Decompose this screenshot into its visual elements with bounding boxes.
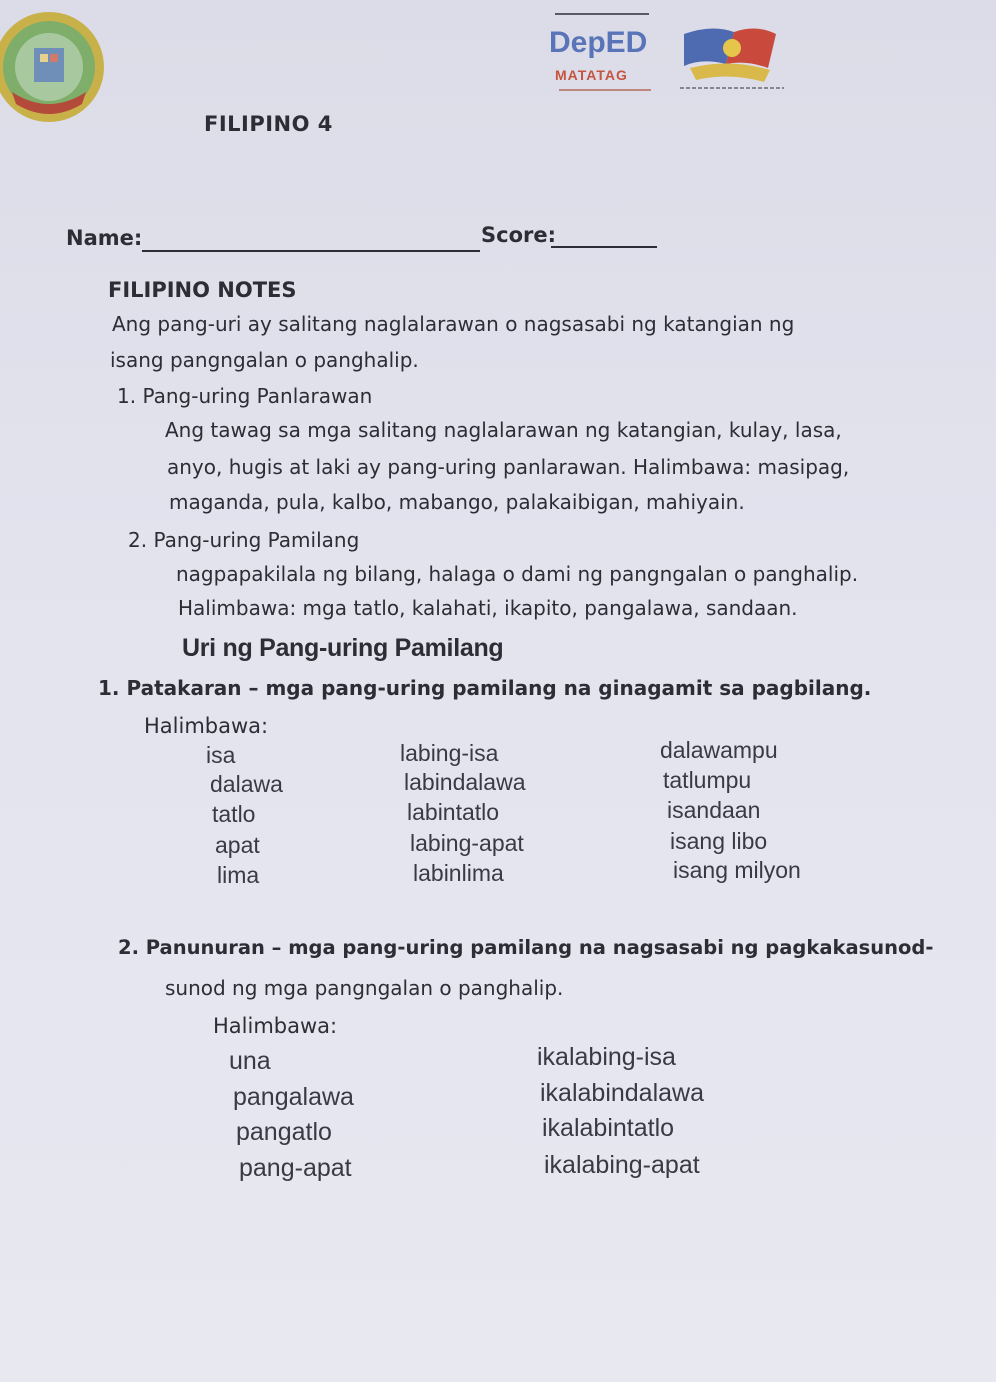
list-item: tatlo xyxy=(212,801,256,827)
score-blank-line[interactable] xyxy=(551,246,657,248)
list-item: tatlumpu xyxy=(663,767,752,793)
panlarawan-line: Ang tawag sa mga salitang naglalarawan ng katangian, kulay, lasa, xyxy=(165,418,842,442)
patakaran-example-label: Halimbawa: xyxy=(144,714,269,738)
list-item: ikalabintatlo xyxy=(542,1114,675,1142)
panlarawan-line: maganda, pula, kalbo, mabango, palakaibigan, mahiyain. xyxy=(169,490,745,514)
school-seal-logo xyxy=(0,8,108,126)
name-blank-line[interactable] xyxy=(142,250,480,252)
list-item: apat xyxy=(215,832,260,858)
intro-line: Ang pang-uri ay salitang naglalarawan o nagsasabi ng katangian ng xyxy=(112,312,795,336)
list-item: isandaan xyxy=(667,797,761,823)
list-item: ikalabing-isa xyxy=(537,1043,676,1071)
list-item: labing-isa xyxy=(400,740,499,766)
score-label: Score: xyxy=(481,223,556,247)
list-item: dalawampu xyxy=(660,737,778,763)
list-item: labing-apat xyxy=(410,830,524,856)
matatag-text: MATATAG xyxy=(555,67,628,83)
list-item: lima xyxy=(217,862,260,888)
list-item: isang libo xyxy=(670,828,768,854)
panlarawan-line: anyo, hugis at laki ay pang-uring panlarawan. Halimbawa: masipag, xyxy=(167,455,850,479)
list-item: dalawa xyxy=(210,771,283,797)
subject-title: FILIPINO 4 xyxy=(204,112,333,136)
notes-title: FILIPINO NOTES xyxy=(108,278,297,302)
list-item: pangatlo xyxy=(236,1118,332,1146)
list-item: labindalawa xyxy=(404,769,526,795)
list-item: isa xyxy=(206,742,236,768)
section-title-pamilang: 2. Pang-uring Pamilang xyxy=(128,528,360,552)
section-title-panlarawan: 1. Pang-uring Panlarawan xyxy=(117,384,373,408)
deped-matatag-logo xyxy=(545,6,665,98)
pamilang-line: nagpapakilala ng bilang, halaga o dami ng pangngalan o panghalip. xyxy=(176,562,859,586)
intro-line: isang pangngalan o panghalip. xyxy=(110,348,419,372)
panunuran-title: 2. Panunuran – mga pang-uring pamilang na nagsasabi ng pagkakasunod- xyxy=(118,936,934,959)
uri-heading: Uri ng Pang-uring Pamilang xyxy=(182,634,504,662)
bagong-pilipinas-logo xyxy=(672,22,792,98)
list-item: pangalawa xyxy=(233,1083,354,1111)
list-item: labintatlo xyxy=(407,799,500,825)
list-item: pang-apat xyxy=(239,1154,352,1182)
list-item: labinlima xyxy=(413,860,504,886)
patakaran-title: 1. Patakaran – mga pang-uring pamilang na ginagamit sa pagbilang. xyxy=(98,676,872,700)
list-item: ikalabindalawa xyxy=(540,1079,705,1107)
panunuran-example-label: Halimbawa: xyxy=(213,1014,338,1038)
deped-text: DepED xyxy=(549,26,648,59)
pamilang-line: Halimbawa: mga tatlo, kalahati, ikapito, pangalawa, sandaan. xyxy=(178,596,798,620)
list-item: isang milyon xyxy=(673,857,801,883)
list-item: una xyxy=(229,1047,271,1075)
list-item: ikalabing-apat xyxy=(544,1151,700,1179)
name-label: Name: xyxy=(66,226,143,250)
panunuran-title-cont: sunod ng mga pangngalan o panghalip. xyxy=(165,976,564,1000)
